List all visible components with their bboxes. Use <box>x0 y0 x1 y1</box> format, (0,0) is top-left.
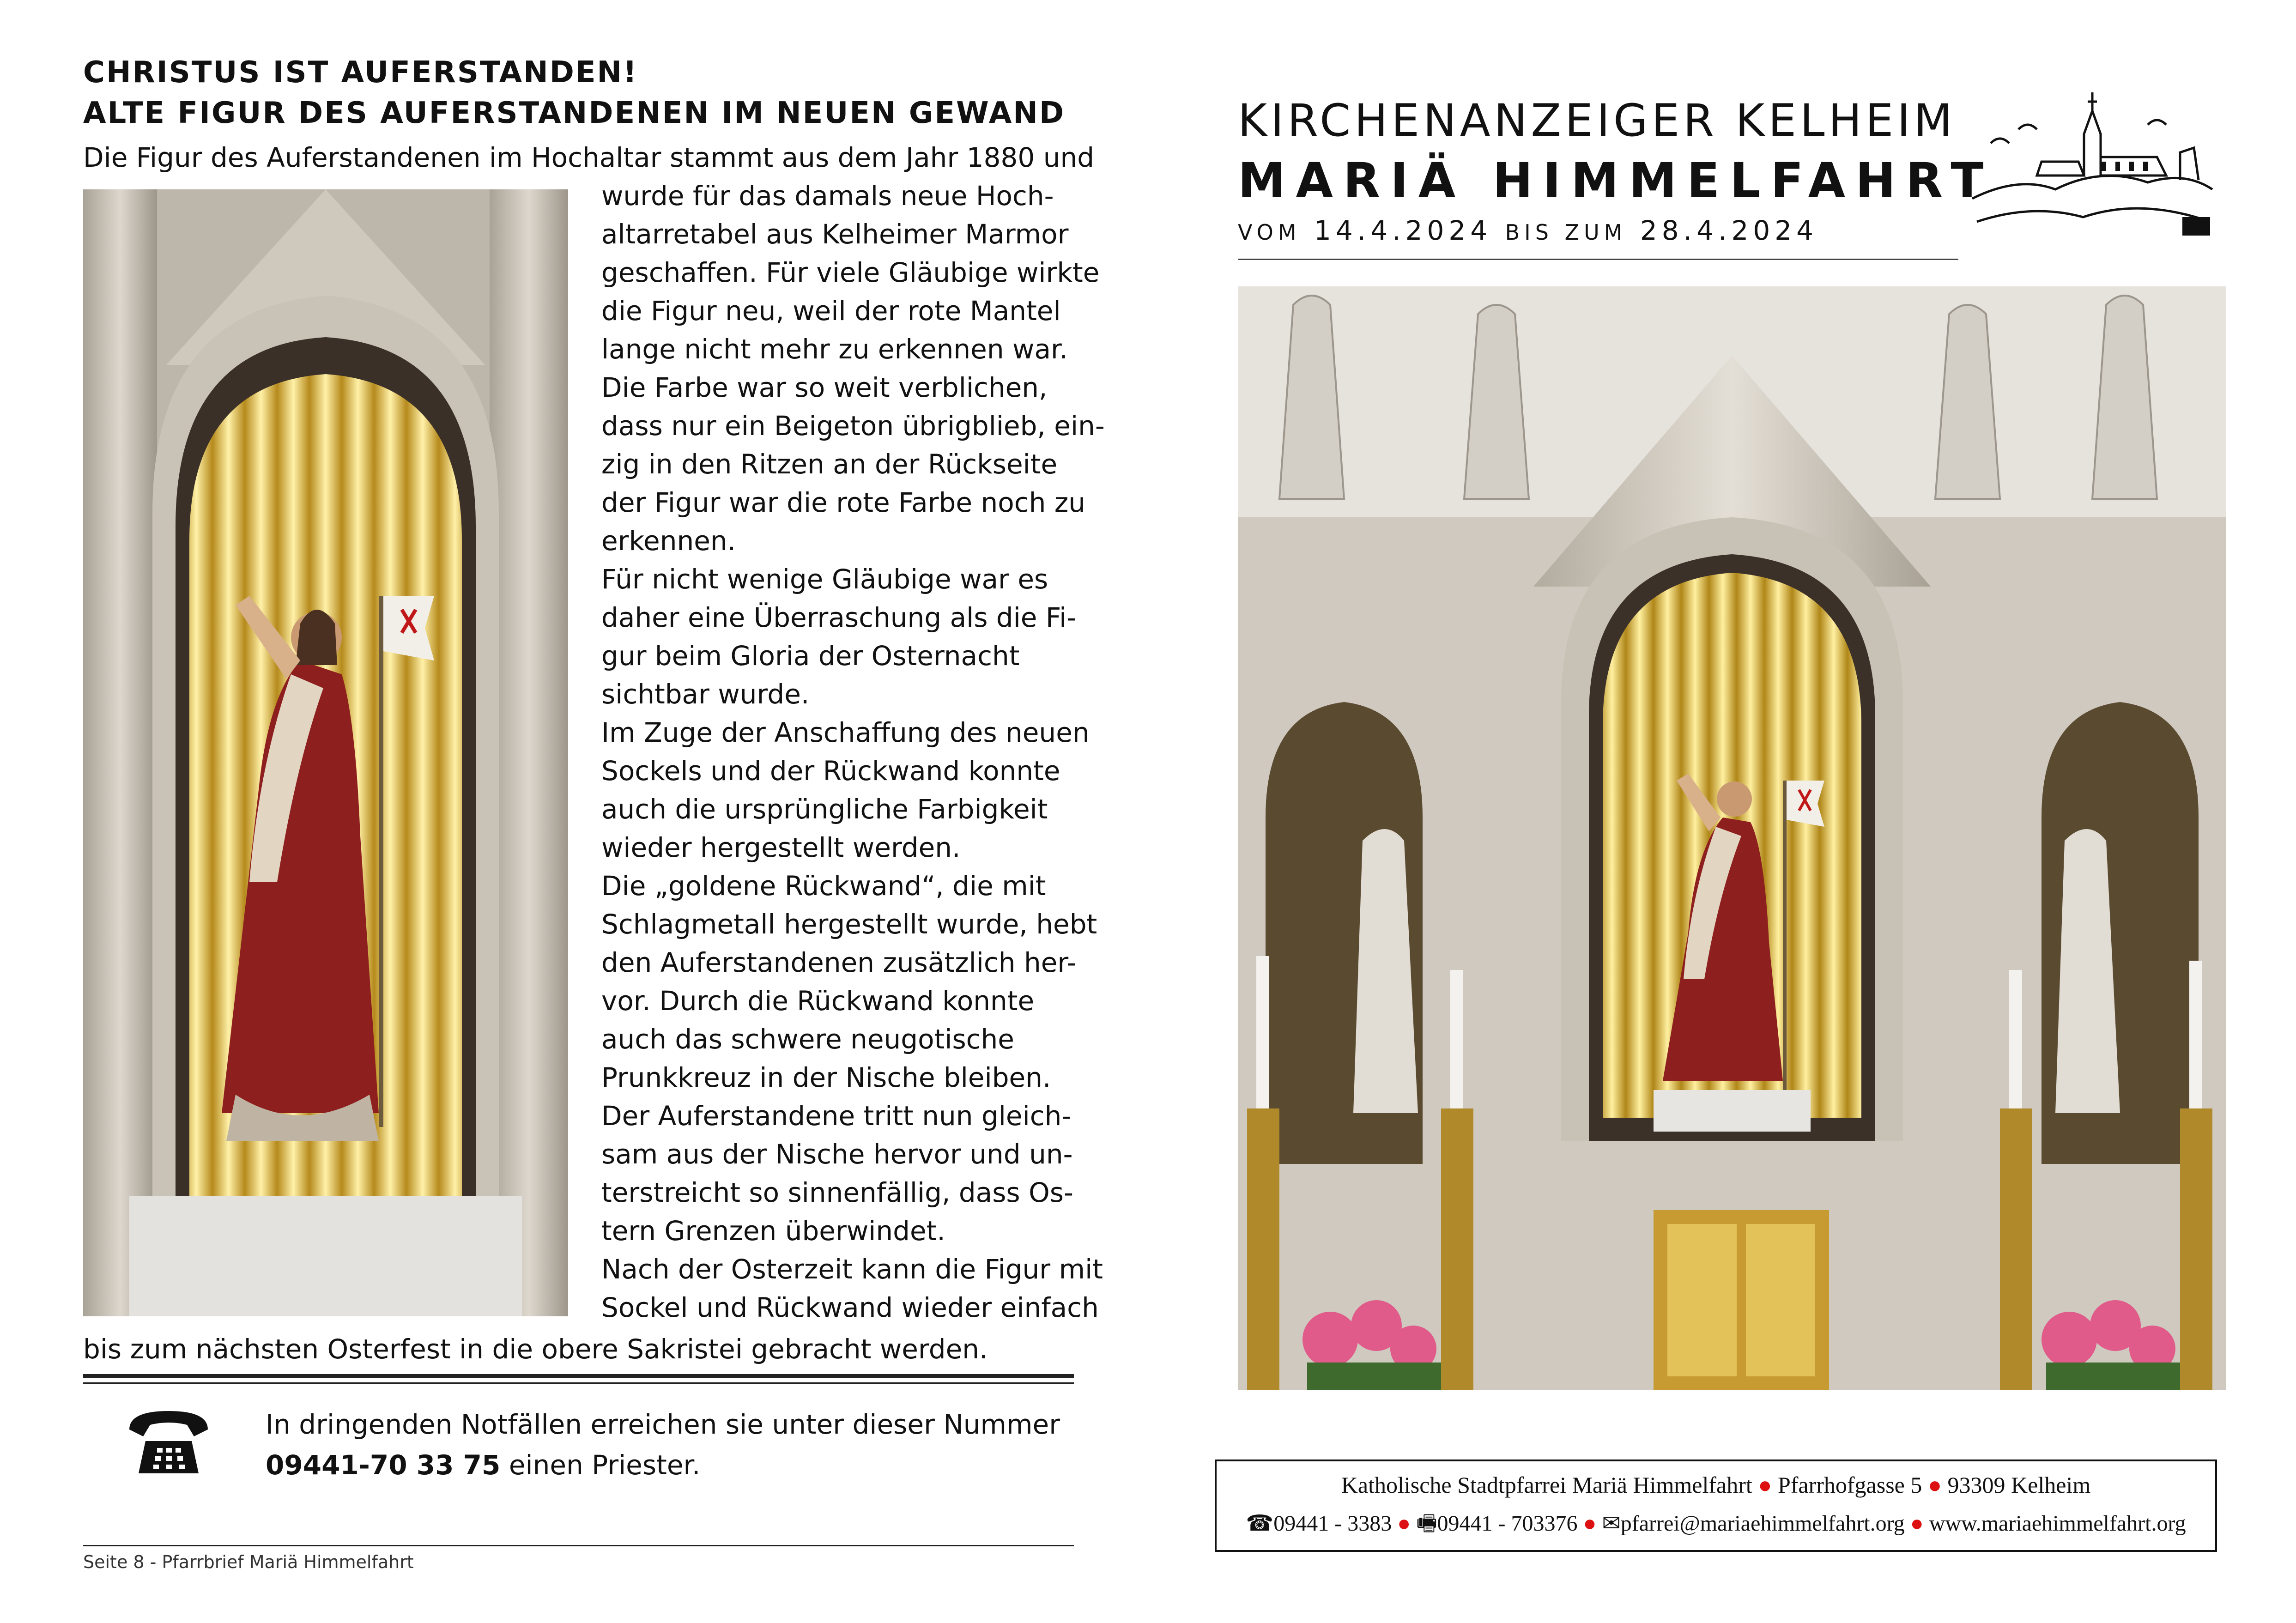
column-line: lange nicht mehr zu erkennen war. <box>601 333 1068 365</box>
column-line: Der Auferstandene tritt nun gleich- <box>601 1100 1072 1132</box>
column-line: die Figur neu, weil der rote Mantel <box>601 295 1061 327</box>
column-line: Schlagmetall hergestellt wurde, hebt <box>601 908 1097 940</box>
email-address[interactable]: pfarrei@mariaehimmelfahrt.org <box>1620 1511 1905 1536</box>
article-intro-line: Die Figur des Auferstandenen im Hochaltar stammt aus dem Jahr 1880 und <box>83 142 1095 173</box>
fax-number: 09441 - 703376 <box>1437 1511 1578 1536</box>
column-line: Sockel und Rückwand wieder einfach <box>601 1292 1099 1323</box>
street-address: Pfarrhofgasse 5 <box>1777 1472 1922 1498</box>
page-footer: Seite 8 - Pfarrbrief Mariä Himmelfahrt <box>83 1552 414 1572</box>
column-line: dass nur ein Beigeton übrigblieb, ein- <box>601 410 1105 442</box>
bullet-separator: ● <box>1910 1511 1924 1536</box>
website-link[interactable]: www.mariaehimmelfahrt.org <box>1929 1511 2186 1536</box>
column-line: Sockels und der Rückwand konnte <box>601 755 1060 787</box>
column-line: Für nicht wenige Gläubige war es <box>601 563 1048 595</box>
column-line: der Figur war die rote Farbe noch zu <box>601 487 1086 518</box>
date-start: 14.4.2024 <box>1314 215 1492 246</box>
column-line: auch das schwere neugotische <box>601 1023 1014 1055</box>
article-column-text <box>601 177 1105 1327</box>
date-to-label: BIS ZUM <box>1505 220 1627 245</box>
parish-full-name: Katholische Stadtpfarrei Mariä Himmelfahrt <box>1341 1472 1752 1498</box>
divider-rule <box>83 1382 1074 1384</box>
date-end: 28.4.2024 <box>1640 215 1818 246</box>
phone-number: 09441 - 3383 <box>1273 1511 1392 1536</box>
column-line: erkennen. <box>601 525 736 557</box>
article-final-line: bis zum nächsten Osterfest in die obere Sakristei gebracht werden. <box>83 1333 988 1365</box>
emergency-line-2 <box>266 1445 1060 1485</box>
column-line: altarretabel aus Kelheimer Marmor <box>601 218 1069 250</box>
parish-name: MARIÄ HIMMELFAHRT <box>1238 152 1994 209</box>
column-line: terstreicht so sinnenfällig, dass Os- <box>601 1177 1073 1208</box>
column-line: Die Farbe war so weit verblichen, <box>601 372 1048 403</box>
column-line: sam aus der Nische hervor und un- <box>601 1139 1073 1170</box>
column-line: wieder hergestellt werden. <box>601 832 961 863</box>
bullet-separator: ● <box>1397 1511 1411 1536</box>
column-line: vor. Durch die Rückwand konnte <box>601 985 1035 1017</box>
email-icon: ✉ <box>1602 1511 1621 1536</box>
church-logo-icon <box>1963 83 2222 249</box>
risen-christ-photo <box>83 189 568 1316</box>
column-line: wurde für das damals neue Hoch- <box>601 180 1054 212</box>
date-from-label: VOM <box>1238 220 1301 245</box>
contact-line <box>1217 1508 2215 1545</box>
bullet-separator: ● <box>1583 1511 1597 1536</box>
column-line: Die „goldene Rückwand“, die mit <box>601 870 1046 902</box>
article-subheadline: ALTE FIGUR DES AUFERSTANDENEN IM NEUEN GEWAND <box>83 96 1066 130</box>
phone-icon <box>125 1404 212 1483</box>
column-line: auch die ursprüngliche Farbigkeit <box>601 793 1048 825</box>
parish-address-box <box>1215 1459 2217 1552</box>
city-address: 93309 Kelheim <box>1947 1472 2091 1498</box>
emergency-number: 09441-70 33 75 <box>266 1449 501 1481</box>
title-rule <box>1238 259 1958 260</box>
fax-icon: 🖷 <box>1416 1511 1437 1536</box>
bullet-separator: ● <box>1758 1472 1772 1498</box>
column-line: geschaffen. Für viele Gläubige wirkte <box>601 257 1100 288</box>
column-line: tern Grenzen überwindet. <box>601 1215 945 1247</box>
column-line: gur beim Gloria der Osternacht <box>601 640 1020 672</box>
column-line: sichtbar wurde. <box>601 678 810 710</box>
high-altar-photo <box>1238 286 2226 1390</box>
column-line: zig in den Ritzen an der Rückseite <box>601 448 1058 480</box>
bullet-separator: ● <box>1927 1472 1942 1498</box>
column-line: daher eine Überraschung als die Fi- <box>601 602 1077 633</box>
column-line: den Auferstandenen zusätzlich her- <box>601 947 1077 978</box>
column-line: Im Zuge der Anschaffung des neuen <box>601 717 1090 748</box>
column-line: Nach der Osterzeit kann die Figur mit <box>601 1254 1103 1285</box>
telephone-small-icon: ☎ <box>1246 1511 1274 1536</box>
address-line <box>1217 1472 2215 1498</box>
article-headline: CHRISTUS IST AUFERSTANDEN! <box>83 55 638 90</box>
newsletter-title: KIRCHENANZEIGER KELHEIM <box>1238 95 1956 146</box>
divider-rule <box>83 1374 1074 1378</box>
footer-rule <box>83 1545 1074 1546</box>
emergency-line-rest: einen Priester. <box>500 1449 701 1481</box>
emergency-notice <box>266 1404 1060 1485</box>
emergency-line: In dringenden Notfällen erreichen sie unter dieser Nummer <box>266 1409 1060 1440</box>
column-line: Prunkkreuz in der Nische bleiben. <box>601 1062 1051 1093</box>
date-range <box>1238 215 1818 246</box>
